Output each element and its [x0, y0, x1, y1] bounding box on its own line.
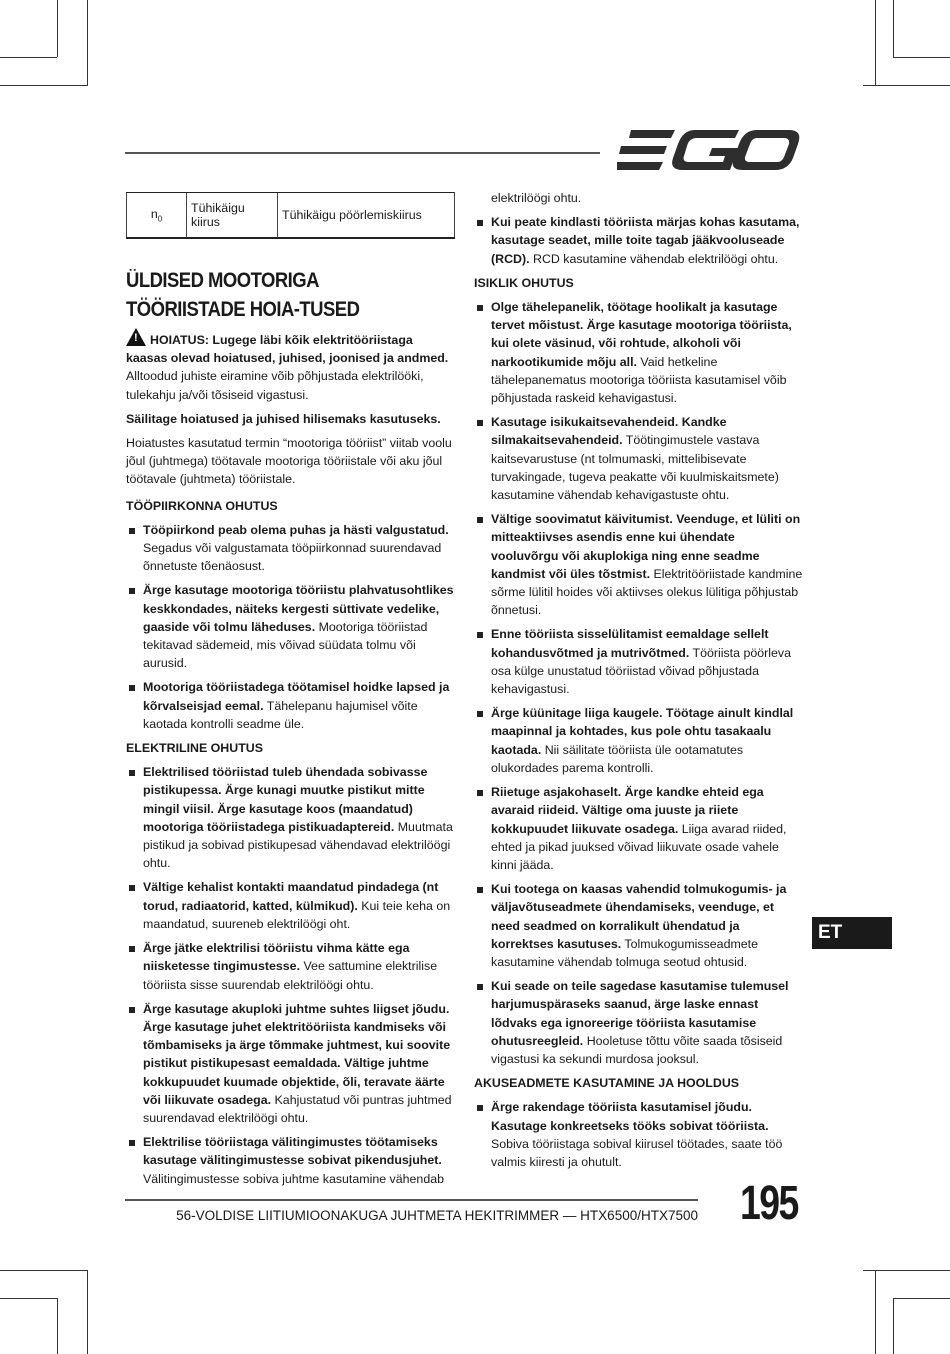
list-item: Ärge kasutage akuploki juhtme suhtes liigset jõudu. Ärge kasutage juhet elektritööriista kandmiseks või tõmbamiseks ja ärge tõmmake juhtmest, kui soovite pistikut pistikupesast eemaldada. Vältige juhtme kokkupuudet kuumade objektide, õli, teravate äärte või liikuvate osadega. Kahjustatud või puntras juhtmed suurendavad elektrilöögi ohtu.: [126, 1000, 456, 1127]
list-item: Vältige soovimatut käivitumist. Veenduge, et lüliti on mitteaktiivses asendis enne kui ühendate vooluvõrgu või akuplokiga ning enne seadme kandmist või üles tõstmist. Elektritööriistade kandmine sõrme lülitil hoides või aktiivses olekus lülitiga põhjustab õnnetusi.: [474, 510, 804, 619]
spec-description: Tühikäigu pöörlemiskiirus: [278, 193, 455, 239]
warning-bold-text: Lugege läbi kõik elektritööriistaga kaasas olevad hoiatused, juhised, joonised ja andmed.: [126, 333, 449, 366]
warning-text: Alltoodud juhiste eiramine võib põhjustada elektrilööki, tulekahju ja/või tõsiseid vigastusi.: [126, 369, 424, 402]
table-row: [127, 193, 455, 239]
list-item: Kui seade on teile sagedase kasutamise tulemusel harjumuspäraseks saanud, ärge laske ennast lõdvaks ega ignoreerige tööriista kasutamise ohutusreegleid. Hooletuse tõttu võite saada tõsiseid vigastusi ka sekundi murdosa jooksul.: [474, 977, 804, 1068]
crop-mark: [875, 0, 876, 85]
language-tab: ET: [812, 917, 892, 949]
list-item: Ärge kasutage mootoriga tööriistu plahvatusohtlikes keskkondades, näiteks kergesti süttivate vedelike, gaaside või tolmu läheduses. Mootoriga tööriistad tekitavad sädemeid, mis võivad süüdata tolmu või aurusid.: [126, 581, 456, 672]
subheading-work-area: TÖÖPIIRKONNA OHUTUS: [126, 498, 278, 513]
electrical-list: [126, 763, 456, 1187]
header-rule: [125, 152, 600, 154]
crop-mark: [893, 1298, 894, 1354]
list-item: Ärge jätke elektrilisi tööriistu vihma kätte ega niisketesse tingimustesse. Vee sattumine elektrilise tööriista sisse suurendab elektrilöögi ohtu.: [126, 939, 456, 994]
crop-mark: [863, 85, 950, 86]
brand-logo: [617, 128, 800, 172]
personal-safety-list: [474, 298, 804, 1068]
continuation-text: elektrilöögi ohtu.: [491, 191, 582, 205]
rcd-list: [474, 213, 804, 268]
crop-mark: [893, 1298, 950, 1299]
list-item: Vältige kehalist kontakti maandatud pindadega (nt torud, radiaatorid, katted, külmikud). Kui teie keha on maandatud, suureneb elektrilöögi oht.: [126, 878, 456, 933]
term-paragraph: Hoiatustes kasutatud termin “mootoriga tööriist” viitab voolu jõul (juhtmega) töötavale mootoriga tööriistale või aku jõul töötavale (juhtmeta) tööriistale.: [126, 436, 452, 487]
footer-text: 56-VOLDISE LIITIUMIOONAKUGA JUHTMETA HEKITRIMMER — HTX6500/HTX7500: [176, 1208, 698, 1223]
list-item: Riietuge asjakohaselt. Ärge kandke ehteid ega avaraid riideid. Vältige oma juuste ja riiete kokkupuudet liikuvate osadega. Liiga avarad riided, ehted ja pikad juuksed võivad liikuvate osade vahele kinni jääda.: [474, 783, 804, 874]
subheading-battery: AKUSEADMETE KASUTAMINE JA HOOLDUS: [474, 1076, 740, 1091]
crop-mark: [0, 1270, 88, 1271]
list-item: Ärge rakendage tööriista kasutamisel jõudu. Kasutage konkreetseks tööks sobivat tööriista. Sobiva tööriistaga sobival kiirusel töötades, saate töö valmis kiiresti ja ohutult.: [474, 1098, 804, 1171]
crop-mark: [875, 1270, 876, 1354]
warning-block: [126, 328, 456, 1194]
crop-mark: [87, 1270, 88, 1354]
spec-symbol: $n_0$: [127, 193, 187, 239]
crop-mark: [0, 57, 57, 58]
battery-list: [474, 1098, 804, 1171]
list-item: Kui tootega on kaasas vahendid tolmukogumis- ja väljavõtuseadmete ühendamiseks, veenduge, et need seadmed on korralikult ühendatud ja korrektses kasutuses. Tolmukogumisseadmete kasutamine vähendab tolmuga seotud ohtusid.: [474, 880, 804, 971]
list-item: Ärge küünitage liiga kaugele. Töötage ainult kindlal maapinnal ja kohtades, kus pole ohtu tasakaalu kaotada. Nii säilitate tööriista üle ootamatutes olukordades parema kontrolli.: [474, 704, 804, 777]
crop-mark: [863, 1270, 950, 1271]
crop-mark: [893, 57, 950, 58]
section-title: ÜLDISED MOOTORIGA TÖÖRIISTADE HOIA-TUSED: [126, 269, 360, 321]
work-area-list: [126, 521, 456, 733]
crop-mark: [57, 0, 58, 57]
crop-mark: [87, 0, 88, 85]
warning-label: HOIATUS:: [150, 333, 209, 347]
warning-triangle-icon: !: [126, 328, 146, 346]
crop-mark: [57, 1298, 58, 1354]
subheading-personal: ISIKLIK OHUTUS: [474, 275, 574, 290]
crop-mark: [0, 85, 88, 86]
list-item: Olge tähelepanelik, töötage hoolikalt ja kasutage tervet mõistust. Ärge kasutage mootoriga tööriista, kui olete väsinud, või rohtude, alkoholi või narkootikumide mõju all. Vaid hetkeline tähelepanematus mootoriga tööriista kasutamisel võib põhjustada raskeid kehavigastusi.: [474, 298, 804, 407]
list-item: Elektrilise tööriistaga välitingimustes töötamiseks kasutage välitingimustesse sobivat pikendusjuhet. Välitingimustesse sobiva juhtme kasutamine vähendab: [126, 1133, 456, 1188]
list-item: Kasutage isikukaitsevahendeid. Kandke silmakaitsevahendeid. Töötingimustele vastava kaitsevarustuse (nt tolmumaski, mittelibisevate turvakingade, tugeva peakatte või kuulmiskaitsmete) kasutamine vähendab kehavigastuste ohtu.: [474, 413, 804, 504]
right-block: [474, 189, 804, 1177]
list-item: Tööpiirkond peab olema puhas ja hästi valgustatud. Segadus või valgustamata tööpiirkonnad suurendavad õnnetuste tõenäosust.: [126, 521, 456, 576]
warning-paragraph: [126, 328, 456, 404]
page-number: 195: [740, 1177, 798, 1230]
list-item: Elektrilised tööriistad tuleb ühendada sobivasse pistikupessa. Ärge kunagi muutke pistikut mitte mingil viisil. Ärge kasutage koos (maandatud) mootoriga tööriistadega pistikuadaptereid. Muutmata pistikud ja sobivad pistikupesad vähendavad elektrilöögi ohtu.: [126, 763, 456, 872]
list-item: Enne tööriista sisselülitamist eemaldage sellelt kohandusvõtmed ja mutrivõtmed. Tööriista pöörleva osa külge unustatud tööriistad võivad põhjustada kehavigastusi.: [474, 625, 804, 698]
crop-mark: [893, 0, 894, 57]
list-item: Kui peate kindlasti tööriista märjas kohas kasutama, kasutage seadet, mille toite tagab jääkvooluseade (RCD). RCD kasutamine vähendab elektrilöögi ohtu.: [474, 213, 804, 268]
subheading-electrical: ELEKTRILINE OHUTUS: [126, 741, 263, 756]
keep-warnings-text: Säilitage hoiatused ja juhised hilisemaks kasutuseks.: [126, 411, 441, 426]
footer-rule: [125, 1199, 698, 1201]
spec-name: Tühikäigu kiirus: [187, 193, 278, 239]
crop-mark: [0, 1298, 57, 1299]
spec-table: [126, 192, 455, 239]
list-item: Mootoriga tööriistadega töötamisel hoidke lapsed ja kõrvalseisjad eemal. Tähelepanu hajumisel võite kaotada kontrolli seadme üle.: [126, 678, 456, 733]
